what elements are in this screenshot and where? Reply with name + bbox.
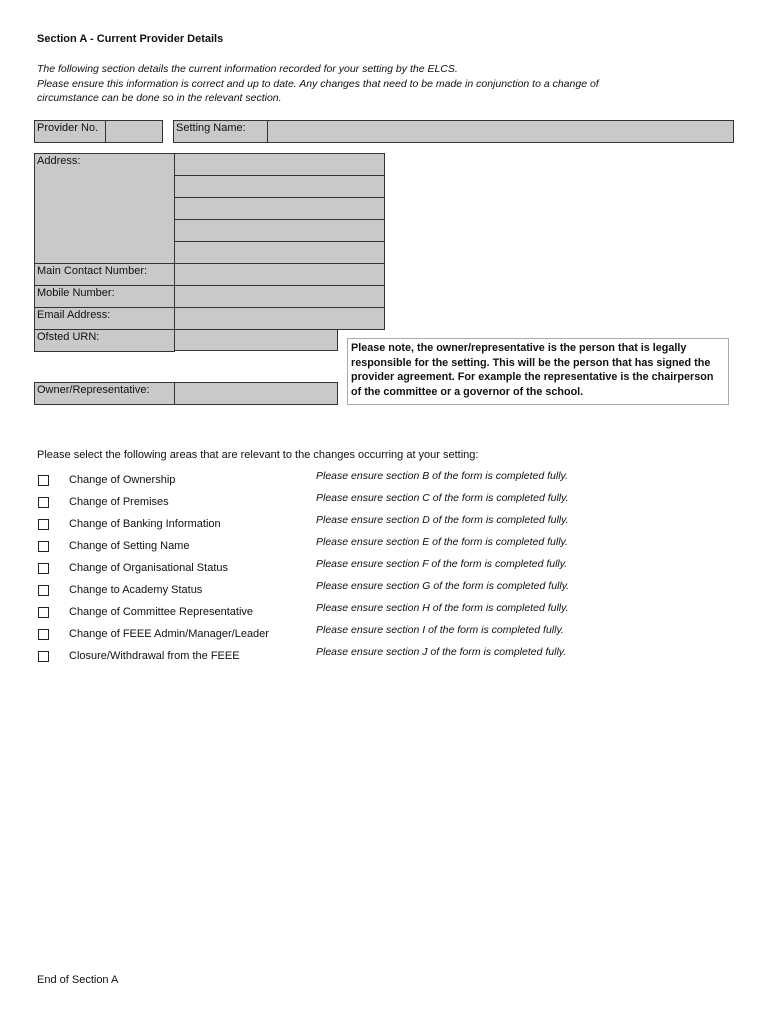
option-note: Please ensure section G of the form is completed fully.: [316, 580, 570, 592]
setting-name-field[interactable]: [267, 120, 734, 143]
ofsted-field[interactable]: [174, 329, 338, 351]
owner-label: Owner/Representative:: [34, 382, 175, 405]
intro-line: circumstance can be done so in the relevant section.: [37, 92, 282, 104]
change-premises-checkbox[interactable]: [38, 497, 49, 508]
list-item: [37, 516, 737, 536]
address-line-field[interactable]: [174, 153, 385, 176]
main-contact-label: Main Contact Number:: [34, 263, 175, 286]
option-label: Closure/Withdrawal from the FEEE: [69, 650, 240, 662]
section-title: Section A - Current Provider Details: [37, 33, 224, 45]
option-note: Please ensure section I of the form is completed fully.: [316, 624, 564, 636]
setting-name-label: Setting Name:: [173, 120, 268, 143]
option-label: Change of FEEE Admin/Manager/Leader: [69, 628, 269, 640]
list-item: [37, 604, 737, 624]
option-label: Change of Setting Name: [69, 540, 190, 552]
address-label-cell: Address:: [34, 153, 175, 264]
change-committee-rep-checkbox[interactable]: [38, 607, 49, 618]
option-note: Please ensure section D of the form is completed fully.: [316, 514, 569, 526]
option-note: Please ensure section C of the form is completed fully.: [316, 492, 569, 504]
change-banking-checkbox[interactable]: [38, 519, 49, 530]
option-note: Please ensure section F of the form is completed fully.: [316, 558, 568, 570]
option-label: Change of Ownership: [69, 474, 176, 486]
address-line-field[interactable]: [174, 219, 385, 242]
option-note: Please ensure section J of the form is completed fully.: [316, 646, 567, 658]
address-line-field[interactable]: [174, 241, 385, 264]
changes-prompt: Please select the following areas that are relevant to the changes occurring at your setting:: [37, 449, 479, 461]
address-line-field[interactable]: [174, 197, 385, 220]
change-organisational-status-checkbox[interactable]: [38, 563, 49, 574]
mobile-field[interactable]: [174, 285, 385, 308]
intro-line: Please ensure this information is correct and up to date. Any changes that need to be made in conjunction to a change of: [37, 77, 599, 90]
option-note: Please ensure section B of the form is completed fully.: [316, 470, 568, 482]
option-label: Change of Organisational Status: [69, 562, 228, 574]
option-note: Please ensure section H of the form is completed fully.: [316, 602, 569, 614]
list-item: [37, 472, 737, 492]
list-item: [37, 648, 737, 668]
mobile-label: Mobile Number:: [34, 285, 175, 308]
provider-no-label: Provider No.: [34, 120, 106, 143]
section-end: End of Section A: [37, 974, 119, 986]
change-academy-status-checkbox[interactable]: [38, 585, 49, 596]
email-label: Email Address:: [34, 307, 175, 330]
change-feee-admin-checkbox[interactable]: [38, 629, 49, 640]
change-setting-name-checkbox[interactable]: [38, 541, 49, 552]
provider-no-field[interactable]: [105, 120, 163, 143]
option-label: Change of Banking Information: [69, 518, 221, 530]
list-item: [37, 560, 737, 580]
option-label: Change of Committee Representative: [69, 606, 254, 618]
address-line-field[interactable]: [174, 175, 385, 198]
option-label: Change of Premises: [69, 496, 169, 508]
email-field[interactable]: [174, 307, 385, 330]
section-intro: [37, 62, 737, 106]
option-label: Change to Academy Status: [69, 584, 203, 596]
list-item: [37, 582, 737, 602]
ofsted-label: Ofsted URN:: [34, 329, 175, 352]
owner-note: Please note, the owner/representative is the person that is legally responsible for the setting. This will be the person that has signed the provider agreement. For example the representative is the chairperson of the committee or a governor of the school.: [347, 338, 729, 405]
owner-field[interactable]: [174, 382, 338, 405]
change-ownership-checkbox[interactable]: [38, 475, 49, 486]
list-item: [37, 538, 737, 558]
list-item: [37, 626, 737, 646]
closure-withdrawal-checkbox[interactable]: [38, 651, 49, 662]
intro-line: The following section details the current information recorded for your setting by the ELCS.: [37, 63, 458, 75]
option-note: Please ensure section E of the form is completed fully.: [316, 536, 568, 548]
main-contact-field[interactable]: [174, 263, 385, 286]
list-item: [37, 494, 737, 514]
